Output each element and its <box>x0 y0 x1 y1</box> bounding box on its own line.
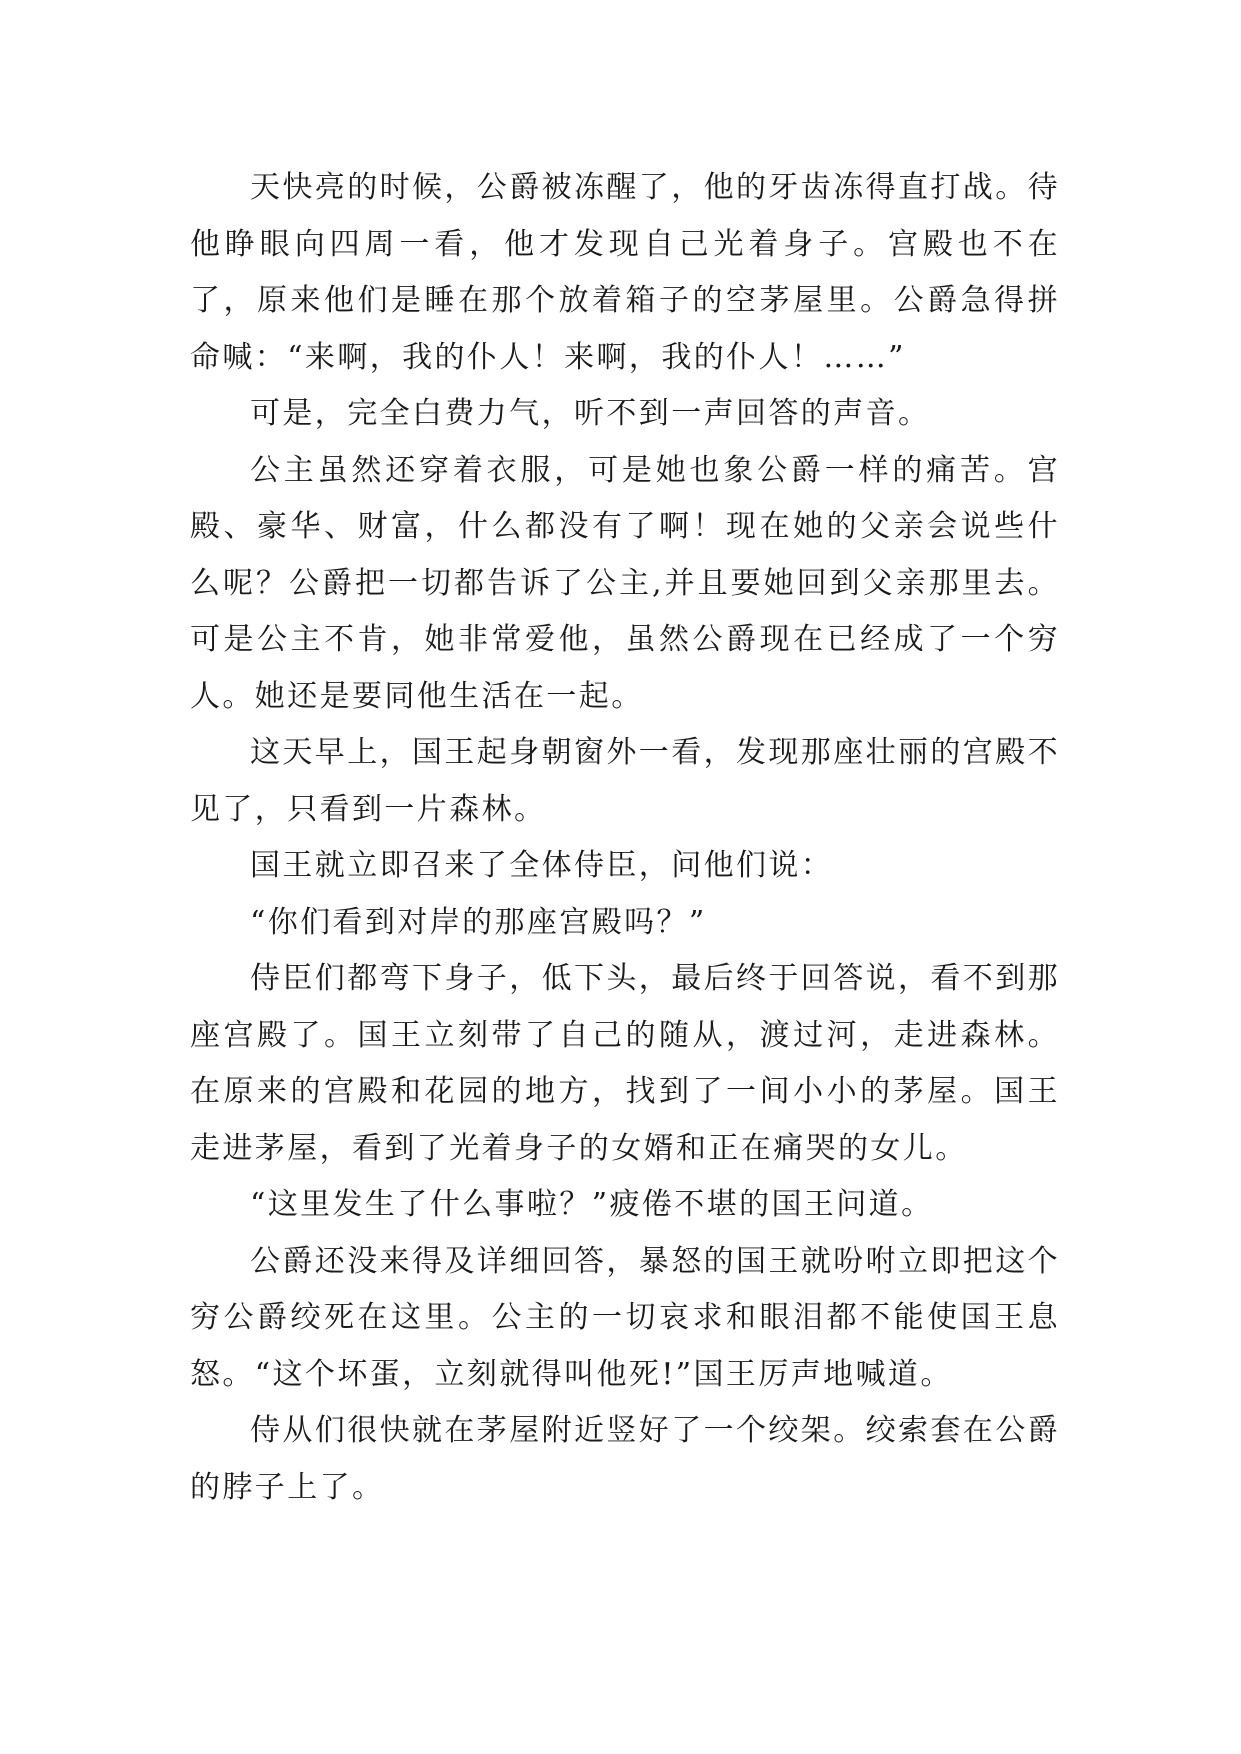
paragraph-8: “这里发生了什么事啦？”疲倦不堪的国王问道。 <box>250 1187 934 1222</box>
paragraph-9: 公爵还没来得及详细回答，暴怒的国王就吩咐立即把这个穷公爵绞死在这里。公主的一切哀求和眼泪都不能使国王息怒。“这个坏蛋，立刻就得叫他死!”国王厉声地喊道。 <box>190 1243 1060 1392</box>
paragraph-10: 侍从们很快就在茅屋附近竖好了一个绞架。绞索套在公爵的脖子上了。 <box>190 1413 1060 1505</box>
paragraph-1: 天快亮的时候，公爵被冻醒了，他的牙齿冻得直打战。待他睁眼向四周一看，他才发现自己光着身子。宫殿也不在了，原来他们是睡在那个放着箱子的空茅屋里。公爵急得拼命喊：“来啊，我的仆人！来啊，我的仆人！……” <box>190 170 1060 375</box>
paragraph-6: “你们看到对岸的那座宫殿吗？” <box>250 904 707 940</box>
story-text <box>190 160 1060 1516</box>
paragraph-2: 可是，完全白费力气，听不到一声回答的声音。 <box>250 396 931 431</box>
paragraph-3: 公主虽然还穿着衣服，可是她也象公爵一样的痛苦。宫殿、豪华、财富，什么都没有了啊！现在她的父亲会说些什么呢？公爵把一切都告诉了公主,并且要她回到父亲那里去。可是公主不肯，她非常爱他，虽然公爵现在已经成了一个穷人。她还是要同他生活在一起。 <box>190 452 1060 714</box>
paragraph-5: 国王就立即召来了全体侍臣，问他们说： <box>250 848 834 883</box>
paragraph-4: 这天早上，国王起身朝窗外一看，发现那座壮丽的宫殿不见了，只看到一片森林。 <box>190 735 1060 827</box>
paragraph-7: 侍臣们都弯下身子，低下头，最后终于回答说，看不到那座宫殿了。国王立刻带了自己的随从，渡过河，走进森林。在原来的宫殿和花园的地方，找到了一间小小的茅屋。国王走进茅屋，看到了光着身子的女婿和正在痛哭的女儿。 <box>190 961 1060 1166</box>
